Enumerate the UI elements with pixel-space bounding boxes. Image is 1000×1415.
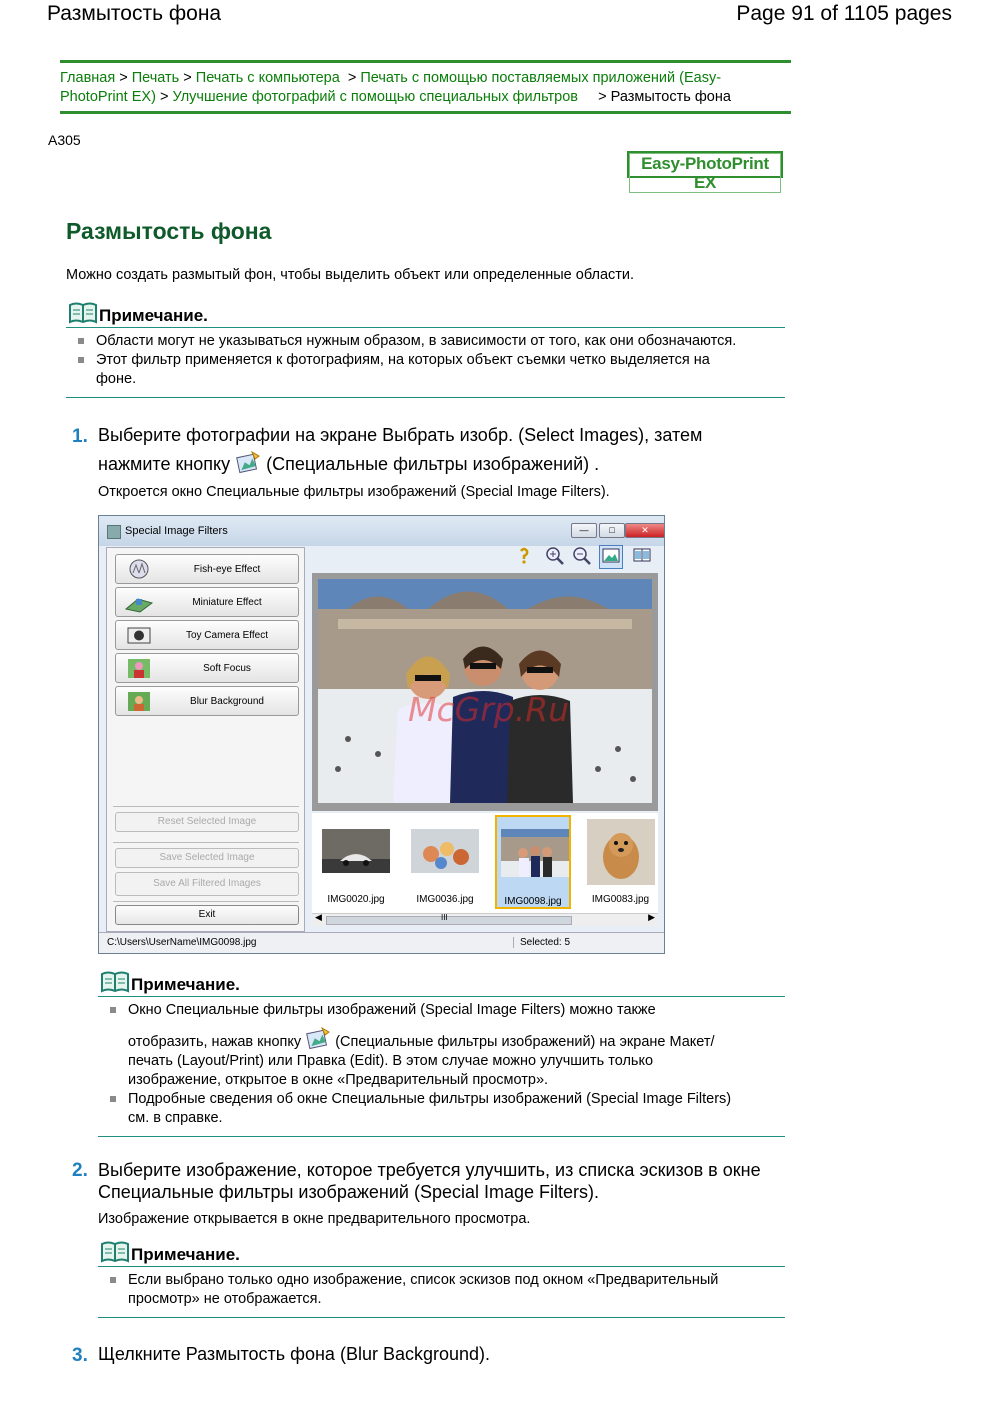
compare-icon[interactable] <box>631 545 653 567</box>
step-text-line1: Выберите фотографии на экране Выбрать изобр. (Select Images), затем <box>98 425 703 445</box>
miniature-button[interactable] <box>115 587 299 617</box>
note-title: Примечание. <box>131 975 240 994</box>
thumbnail-image <box>322 819 390 885</box>
special-image-filters-window <box>98 515 665 954</box>
note-header <box>66 303 785 328</box>
soft-focus-label: Soft Focus <box>203 663 251 674</box>
fish-eye-button[interactable] <box>115 554 299 584</box>
intro-text: Можно создать размытый фон, чтобы выделить объект или определенные области. <box>66 267 635 283</box>
save-all-filtered-images-button[interactable]: Save All Filtered Images <box>115 872 299 896</box>
note-title: Примечание. <box>99 306 208 325</box>
thumbnail-name: IMG0020.jpg <box>327 894 385 905</box>
app-icon <box>107 525 121 539</box>
soft-focus-icon <box>124 657 154 679</box>
image-filter-icon <box>235 450 261 474</box>
zoom-out-icon[interactable] <box>571 545 593 567</box>
note-item-line: Окно Специальные фильтры изображений (Special Image Filters) можно также <box>128 1002 656 1018</box>
step-text-line2a: нажмите кнопку <box>98 454 231 474</box>
scroll-right-icon[interactable]: ▶ <box>648 912 655 922</box>
save-selected-image-button[interactable]: Save Selected Image <box>115 848 299 868</box>
thumbnail-name: IMG0098.jpg <box>504 896 562 907</box>
whole-image-icon[interactable] <box>599 545 623 569</box>
note-item-line: изображение, открытое в окне «Предварительный просмотр». <box>128 1072 549 1088</box>
note-book-icon <box>68 301 98 325</box>
step-text: Щелкните Размытость фона (Blur Background). <box>98 1344 491 1364</box>
note-box <box>98 972 785 1137</box>
maximize-icon[interactable]: □ <box>599 523 625 538</box>
breadcrumb-separator: > <box>347 70 357 86</box>
breadcrumb-current: Размытость фона <box>610 89 731 105</box>
breadcrumb-bundled-apps-line1: Печать с помощью поставляемых приложений (Easy- <box>360 70 722 86</box>
scrollbar-grip: III <box>441 913 448 922</box>
page-title: Размытость фона <box>66 218 272 244</box>
breadcrumb-correct-photos[interactable]: Улучшение фотографий с помощью специальных фильтров <box>172 89 579 105</box>
note-header <box>98 1242 785 1267</box>
note-title: Примечание. <box>131 1245 240 1264</box>
miniature-icon <box>124 591 154 613</box>
page-header-title: Размытость фона <box>47 2 222 25</box>
divider <box>113 901 299 902</box>
help-icon[interactable] <box>513 545 535 567</box>
step-subtext: Откроется окно Специальные фильтры изображений (Special Image Filters). <box>98 484 610 500</box>
zoom-in-icon[interactable] <box>544 545 566 567</box>
note-box <box>98 1242 785 1318</box>
soft-focus-button[interactable] <box>115 653 299 683</box>
window-title: Special Image Filters <box>125 525 228 537</box>
blur-background-label: Blur Background <box>190 696 264 707</box>
step-text: Выберите изображение, которое требуется улучшить, из списка эскизов в окне Специальные фильтры изображений (Special Image Filters). <box>98 1160 761 1202</box>
thumbnail-image <box>587 819 655 885</box>
exit-button[interactable]: Exit <box>115 905 299 925</box>
close-icon[interactable]: ✕ <box>625 523 665 538</box>
breadcrumb-bundled-apps-line2: PhotoPrint EX) <box>60 89 156 105</box>
thumbnail-list <box>312 813 658 915</box>
toy-camera-button[interactable] <box>115 620 299 650</box>
note-header <box>98 972 785 997</box>
note-item: Области могут не указываться нужным образом, в зависимости от того, как они обозначаются. <box>66 332 785 351</box>
fish-eye-label: Fish-eye Effect <box>193 564 261 575</box>
note-item <box>98 1001 785 1090</box>
reset-selected-image-button[interactable]: Reset Selected Image <box>115 812 299 832</box>
thumbnail-scrollbar[interactable] <box>312 913 658 926</box>
divider <box>113 842 299 843</box>
breadcrumb <box>60 60 791 114</box>
thumbnail-item[interactable] <box>318 815 394 909</box>
status-selected: Selected: 5 <box>513 937 570 948</box>
step-text-line2 <box>98 450 702 479</box>
status-path: C:\Users\UserName\IMG0098.jpg <box>107 937 257 948</box>
note-item-text: (Специальные фильтры изображений) на экране Макет/ <box>335 1034 715 1050</box>
thumbnail-item[interactable] <box>583 815 658 909</box>
page-number: Page 91 of 1105 pages <box>736 2 952 25</box>
breadcrumb-home[interactable]: Главная <box>60 70 116 86</box>
note-book-icon <box>100 970 130 994</box>
minimize-icon[interactable]: — <box>571 523 597 538</box>
toy-camera-label: Toy Camera Effect <box>185 630 269 641</box>
breadcrumb-separator: > <box>598 89 607 105</box>
breadcrumb-separator: > <box>183 70 192 86</box>
thumbnail-item-selected[interactable] <box>495 815 571 909</box>
thumbnail-image <box>501 821 569 887</box>
thumbnail-name: IMG0036.jpg <box>416 894 474 905</box>
note-item: Если выбрано только одно изображение, список эскизов под окном «Предварительный просмотр» не отображается. <box>98 1271 785 1309</box>
fish-eye-icon <box>124 558 154 580</box>
step-text <box>98 421 702 479</box>
scroll-left-icon[interactable]: ◀ <box>315 912 322 922</box>
note-item-line <box>128 1026 785 1052</box>
thumbnail-item[interactable] <box>407 815 483 909</box>
breadcrumb-print-from-computer[interactable]: Печать с компьютера <box>195 70 340 86</box>
step-number: 3. <box>72 1345 88 1366</box>
product-badge <box>627 151 783 192</box>
divider <box>113 806 299 807</box>
thumbnail-name: IMG0083.jpg <box>591 894 650 905</box>
breadcrumb-separator: > <box>119 70 128 86</box>
step-text-line2b: (Специальные фильтры изображений) . <box>266 454 600 474</box>
blur-background-button[interactable] <box>115 686 299 716</box>
step-subtext: Изображение открывается в окне предварительного просмотра. <box>98 1211 531 1227</box>
product-badge-text: Easy-PhotoPrint EX <box>629 153 781 193</box>
step-number: 1. <box>72 426 88 447</box>
miniature-label: Miniature Effect <box>192 597 262 608</box>
note-item-line: печать (Layout/Print) или Правка (Edit). В этом случае можно улучшить только <box>128 1053 654 1069</box>
image-filter-icon <box>305 1026 331 1050</box>
window-titlebar <box>99 516 664 546</box>
toy-camera-icon <box>124 624 154 646</box>
breadcrumb-separator: > <box>159 89 169 105</box>
note-box <box>66 303 785 398</box>
status-bar <box>99 932 664 953</box>
note-item: Подробные сведения об окне Специальные фильтры изображений (Special Image Filters) см. в справке. <box>98 1090 785 1128</box>
breadcrumb-print[interactable]: Печать <box>131 70 180 86</box>
thumbnail-image <box>411 819 479 885</box>
note-item: Этот фильтр применяется к фотографиям, на которых объект съемки четко выделяется на фоне. <box>66 351 785 389</box>
note-book-icon <box>100 1240 130 1264</box>
watermark: McGrp.Ru <box>408 690 570 729</box>
note-item-text: отобразить, нажав кнопку <box>128 1034 302 1050</box>
blur-background-icon <box>124 690 154 712</box>
model-label: A305 <box>48 132 81 148</box>
filter-panel <box>106 547 305 932</box>
step-number: 2. <box>72 1160 88 1181</box>
scrollbar-thumb[interactable] <box>326 913 572 925</box>
